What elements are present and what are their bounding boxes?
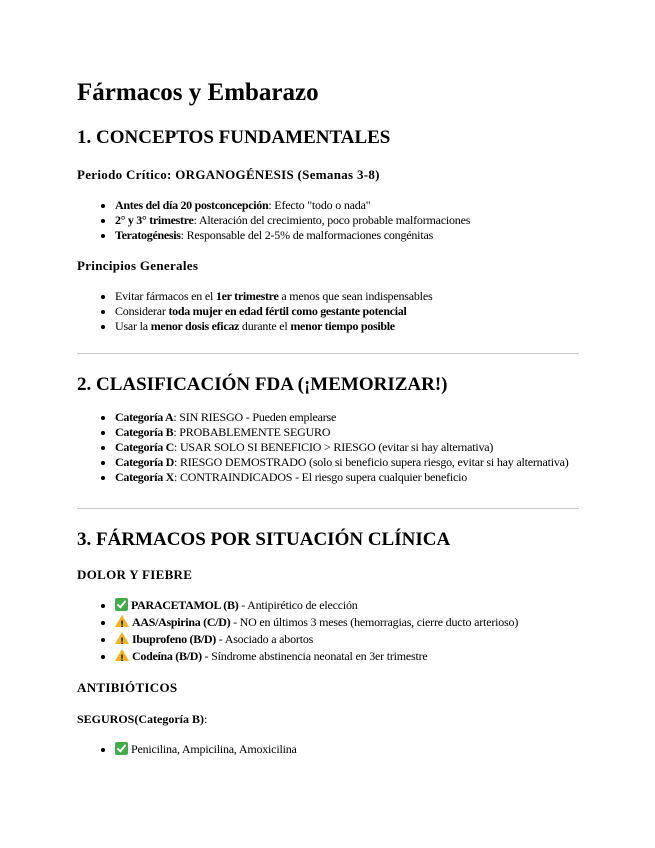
list-item: • Categoría B: PROBABLEMENTE SEGURO: [115, 425, 579, 440]
check-icon: [115, 598, 128, 611]
antibiotics-list: [77, 741, 579, 758]
list-item: • Categoría X: CONTRAINDICADOS - El riesgo supera cualquier beneficio: [115, 470, 579, 485]
antibiotics-subheading: ANTIBIÓTICOS: [77, 680, 178, 695]
critical-period-subheading: Periodo Crítico: ORGANOGÉNESIS (Semanas 3-8): [77, 167, 380, 182]
list-item: • Evitar fármacos en el 1er trimestre a menos que sean indispensables: [115, 289, 579, 304]
general-principles-list: [77, 289, 579, 334]
warning-icon: [115, 615, 129, 627]
warning-icon: [115, 649, 129, 661]
list-item: • PARACETAMOL (B) - Antipirético de elección: [115, 597, 579, 614]
pain-fever-subheading: DOLOR Y FIEBRE: [77, 567, 193, 582]
list-item: !• Codeína (B/D) - Síndrome abstinencia neonatal en 3er trimestre: [115, 648, 579, 665]
section-2-heading: 2. CLASIFICACIÓN FDA (¡MEMORIZAR!): [77, 374, 448, 395]
general-principles-subheading: Principios Generales: [77, 258, 199, 273]
pain-fever-list: [77, 597, 579, 665]
section-divider: [77, 353, 579, 354]
section-divider: [77, 508, 579, 509]
section-1-heading: 1. CONCEPTOS FUNDAMENTALES: [77, 127, 391, 148]
list-item: • 2° y 3° trimestre: Alteración del crecimiento, poco probable malformaciones: [115, 213, 579, 228]
list-item: !• AAS/Aspirina (C/D) - NO en últimos 3 meses (hemorragias, cierre ducto arterioso): [115, 614, 579, 631]
list-item: • Teratogénesis: Responsable del 2-5% de malformaciones congénitas: [115, 228, 579, 243]
list-item: • Penicilina, Ampicilina, Amoxicilina: [115, 741, 579, 758]
list-item: • Antes del día 20 postconcepción: Efecto "todo o nada": [115, 198, 579, 213]
page-title: Fármacos y Embarazo: [77, 79, 319, 106]
list-item: • Categoría C: USAR SOLO SI BENEFICIO > RIESGO (evitar si hay alternativa): [115, 440, 579, 455]
list-item: !• Ibuprofeno (B/D) - Asociado a abortos: [115, 631, 579, 648]
section-3-heading: 3. FÁRMACOS POR SITUACIÓN CLÍNICA: [77, 529, 451, 550]
list-item: • Considerar toda mujer en edad fértil como gestante potencial: [115, 304, 579, 319]
list-item: • Usar la menor dosis eficaz durante el menor tiempo posible: [115, 319, 579, 334]
safe-category-label: SEGUROS(Categoría B):: [77, 712, 208, 726]
warning-icon: [115, 632, 129, 644]
fda-category-list: [77, 410, 579, 485]
critical-period-list: [77, 198, 579, 243]
list-item: • Categoría D: RIESGO DEMOSTRADO (solo si beneficio supera riesgo, evitar si hay alternativa): [115, 455, 579, 470]
list-item: • Categoría A: SIN RIESGO - Pueden emplearse: [115, 410, 579, 425]
check-icon: [115, 742, 128, 755]
